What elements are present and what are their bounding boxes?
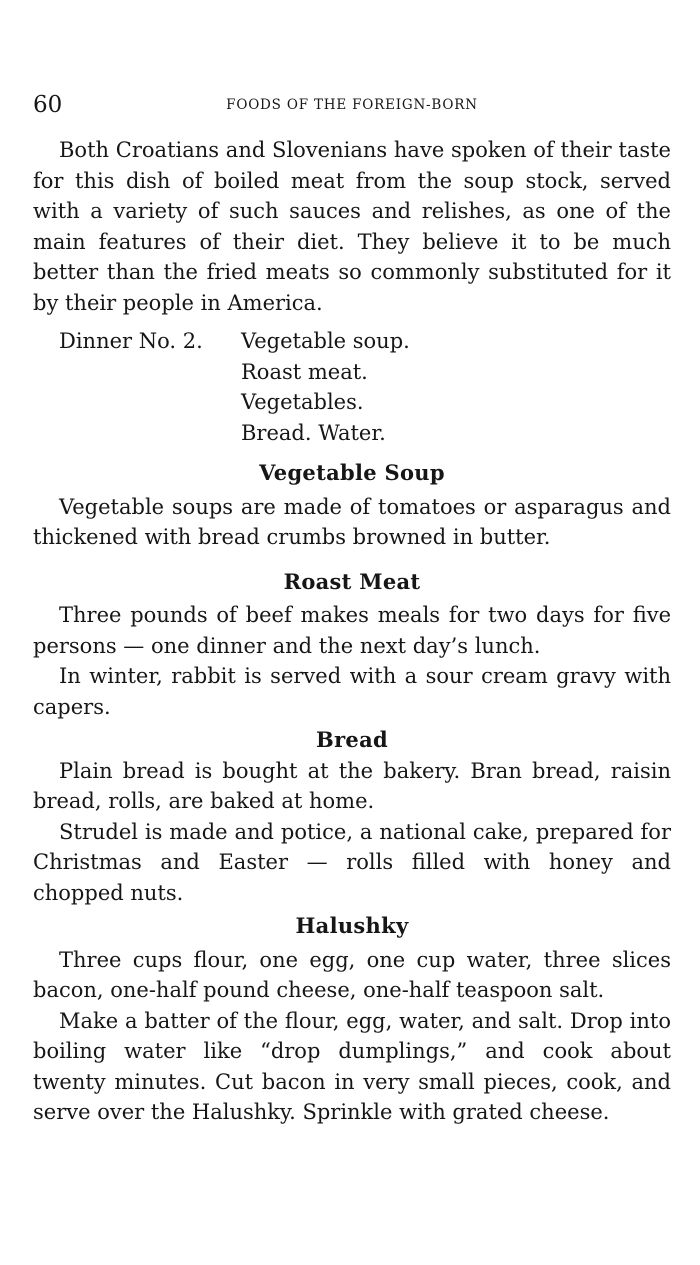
page-body [33,135,671,1128]
section-heading-vegetable-soup: Vegetable Soup [259,460,445,485]
page-number: 60 [33,92,63,118]
menu-item: Vegetable soup. [241,329,410,353]
section-paragraph: Three pounds of beef makes meals for two days for five persons — one dinner and the next day’s lunch. [33,603,671,658]
section-paragraph: Strudel is made and potice, a national cake, prepared for Christmas and Easter — rolls filled with honey and chopped nuts. [33,819,671,905]
section-paragraph: Plain bread is bought at the bakery. Bran bread, raisin bread, rolls, are baked at home. [33,758,671,813]
menu-item: Bread. Water. [241,420,386,445]
intro-paragraph: Both Croatians and Slovenians have spoken of their taste for this dish of boiled meat from the soup stock, served with a variety of such sauces and relishes, as one of the main features of their diet. They believe it to be much better than the fried meats so commonly substituted for it by their people in America. [33,138,671,315]
menu-item: Roast meat. [241,359,368,384]
section-paragraph: In winter, rabbit is served with a sour cream gravy with capers. [33,664,671,719]
section-heading-roast-meat: Roast Meat [283,568,421,594]
menu-label: Dinner No. 2. [59,329,203,353]
section-heading-halushky: Halushky [295,913,409,938]
running-head: FOODS OF THE FOREIGN-BORN [226,97,478,113]
page-header [33,92,671,122]
section-paragraph: Three cups flour, one egg, one cup water, three slices bacon, one-half pound cheese, one-half teaspoon salt. [33,947,671,1002]
section-paragraph: Make a batter of the flour, egg, water, and salt. Drop into boiling water like “drop dumplings,” and cook about twenty minutes. Cut bacon in very small pieces, cook, and serve over the Halushky. Sprinkle with grated cheese. [33,1008,671,1124]
section-heading-bread: Bread [316,727,388,752]
menu-items [241,326,410,448]
dinner-menu [33,326,671,448]
menu-item: Vegetables. [241,390,364,414]
section-paragraph: Vegetable soups are made of tomatoes or asparagus and thickened with bread crumbs browned in butter. [33,494,671,549]
